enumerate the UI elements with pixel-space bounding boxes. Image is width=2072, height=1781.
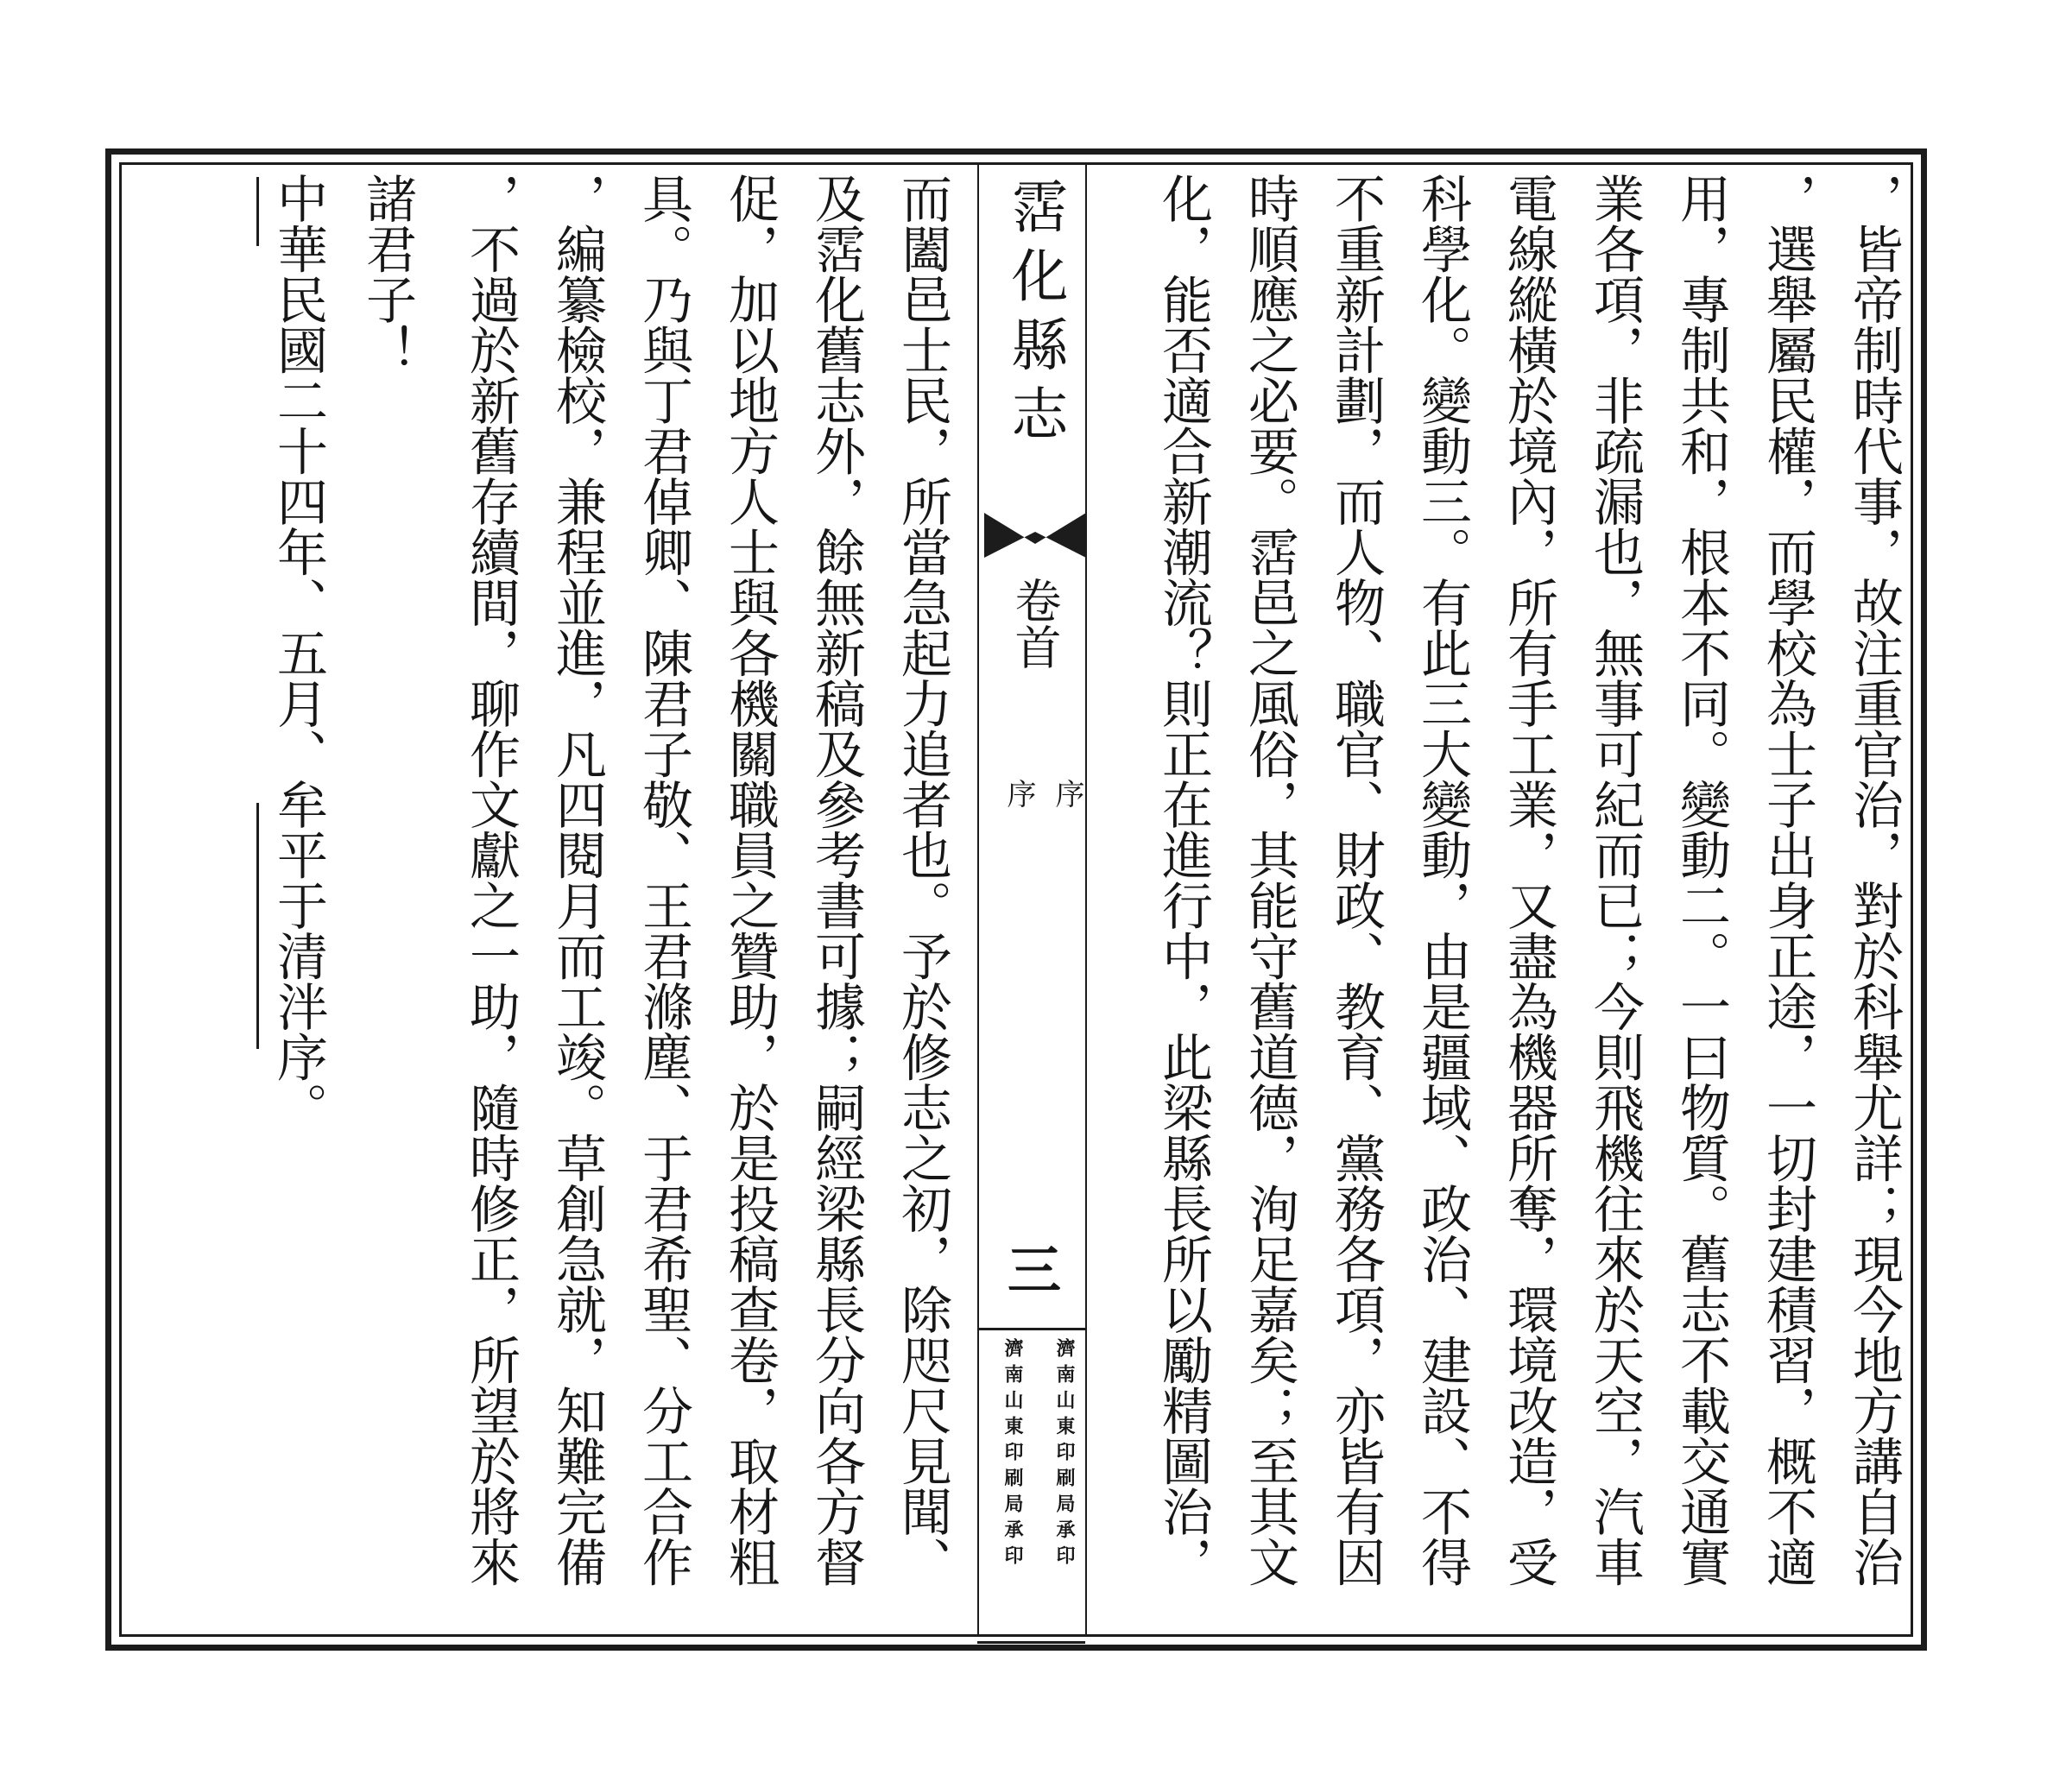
text-column: 及霑化舊志外，餘無新稿及參考書可據；嗣經梁縣長分向各方督 bbox=[806, 173, 866, 1587]
text-column: 具。乃與丁君倬卿、陳君子敬、王君滌塵、于君希聖、分工合作 bbox=[634, 173, 693, 1587]
text-column: 時順應之必要。霑邑之風俗，其能守舊道德，洵足嘉矣；至其文 bbox=[1240, 173, 1299, 1587]
book-title: 霑化縣志 bbox=[1001, 177, 1068, 453]
text-column: ，選舉屬民權，而學校為士子出身正途，一切封建積習，概不適 bbox=[1758, 173, 1817, 1587]
printer-imprint: 濟南山東印刷局承印 bbox=[1053, 1338, 1076, 1571]
text-column: 科學化。變動三。有此三大變動，由是疆域、政治、建設、不得 bbox=[1412, 173, 1472, 1587]
page-number: 三 bbox=[1007, 1239, 1061, 1302]
signature-column: 中華民國二十四年、五月、牟平于清泮序。 bbox=[268, 173, 328, 1133]
text-column: 不重新計劃，而人物、職官、財政、教育、黨務各項，亦皆有因 bbox=[1326, 173, 1386, 1587]
text-column: 用，專制共和，根本不同。變動二。一曰物質。舊志不載交通實 bbox=[1671, 173, 1731, 1587]
text-column: ，不過於新舊存續間，聊作文獻之一助，隨時修正，所望於將來 bbox=[461, 173, 521, 1587]
section-label: 序 bbox=[1050, 779, 1084, 808]
section-label: 序 bbox=[1001, 779, 1036, 808]
fish-tail-ornament bbox=[984, 509, 1086, 561]
text-column: 化，能否適合新潮流？則正在進行中，此梁縣長所以勵精圖治， bbox=[1153, 173, 1213, 1587]
text-column: 業各項，非疏漏也，無事可紀而已；今則飛機往來於天空，汽車 bbox=[1585, 173, 1645, 1587]
spine-divider-left bbox=[1085, 162, 1087, 1637]
text-column: 諸君子！ bbox=[357, 173, 417, 375]
text-column: 電線縱橫於境內，所有手工業，又盡為機器所奪，環境改造，受 bbox=[1499, 173, 1558, 1587]
proper-noun-mark bbox=[256, 803, 259, 1049]
printer-imprint: 濟南山東印刷局承印 bbox=[1001, 1338, 1024, 1571]
text-column: ，皆帝制時代事，故注重官治，對於科舉尤詳；現今地方講自治 bbox=[1844, 173, 1904, 1587]
text-column: ，編纂檢校，兼程並進，凡四閱月而工竣。草創急就，知難完備 bbox=[547, 173, 607, 1587]
text-column: 而闔邑士民，所當急起力追者也。予於修志之初，除咫尺見聞、 bbox=[893, 173, 952, 1587]
proper-noun-mark bbox=[256, 177, 259, 246]
text-column: 促，加以地方人士與各機關職員之贊助，於是投稿查卷，取材粗 bbox=[720, 173, 780, 1587]
volume-label: 卷首 bbox=[1008, 577, 1062, 670]
